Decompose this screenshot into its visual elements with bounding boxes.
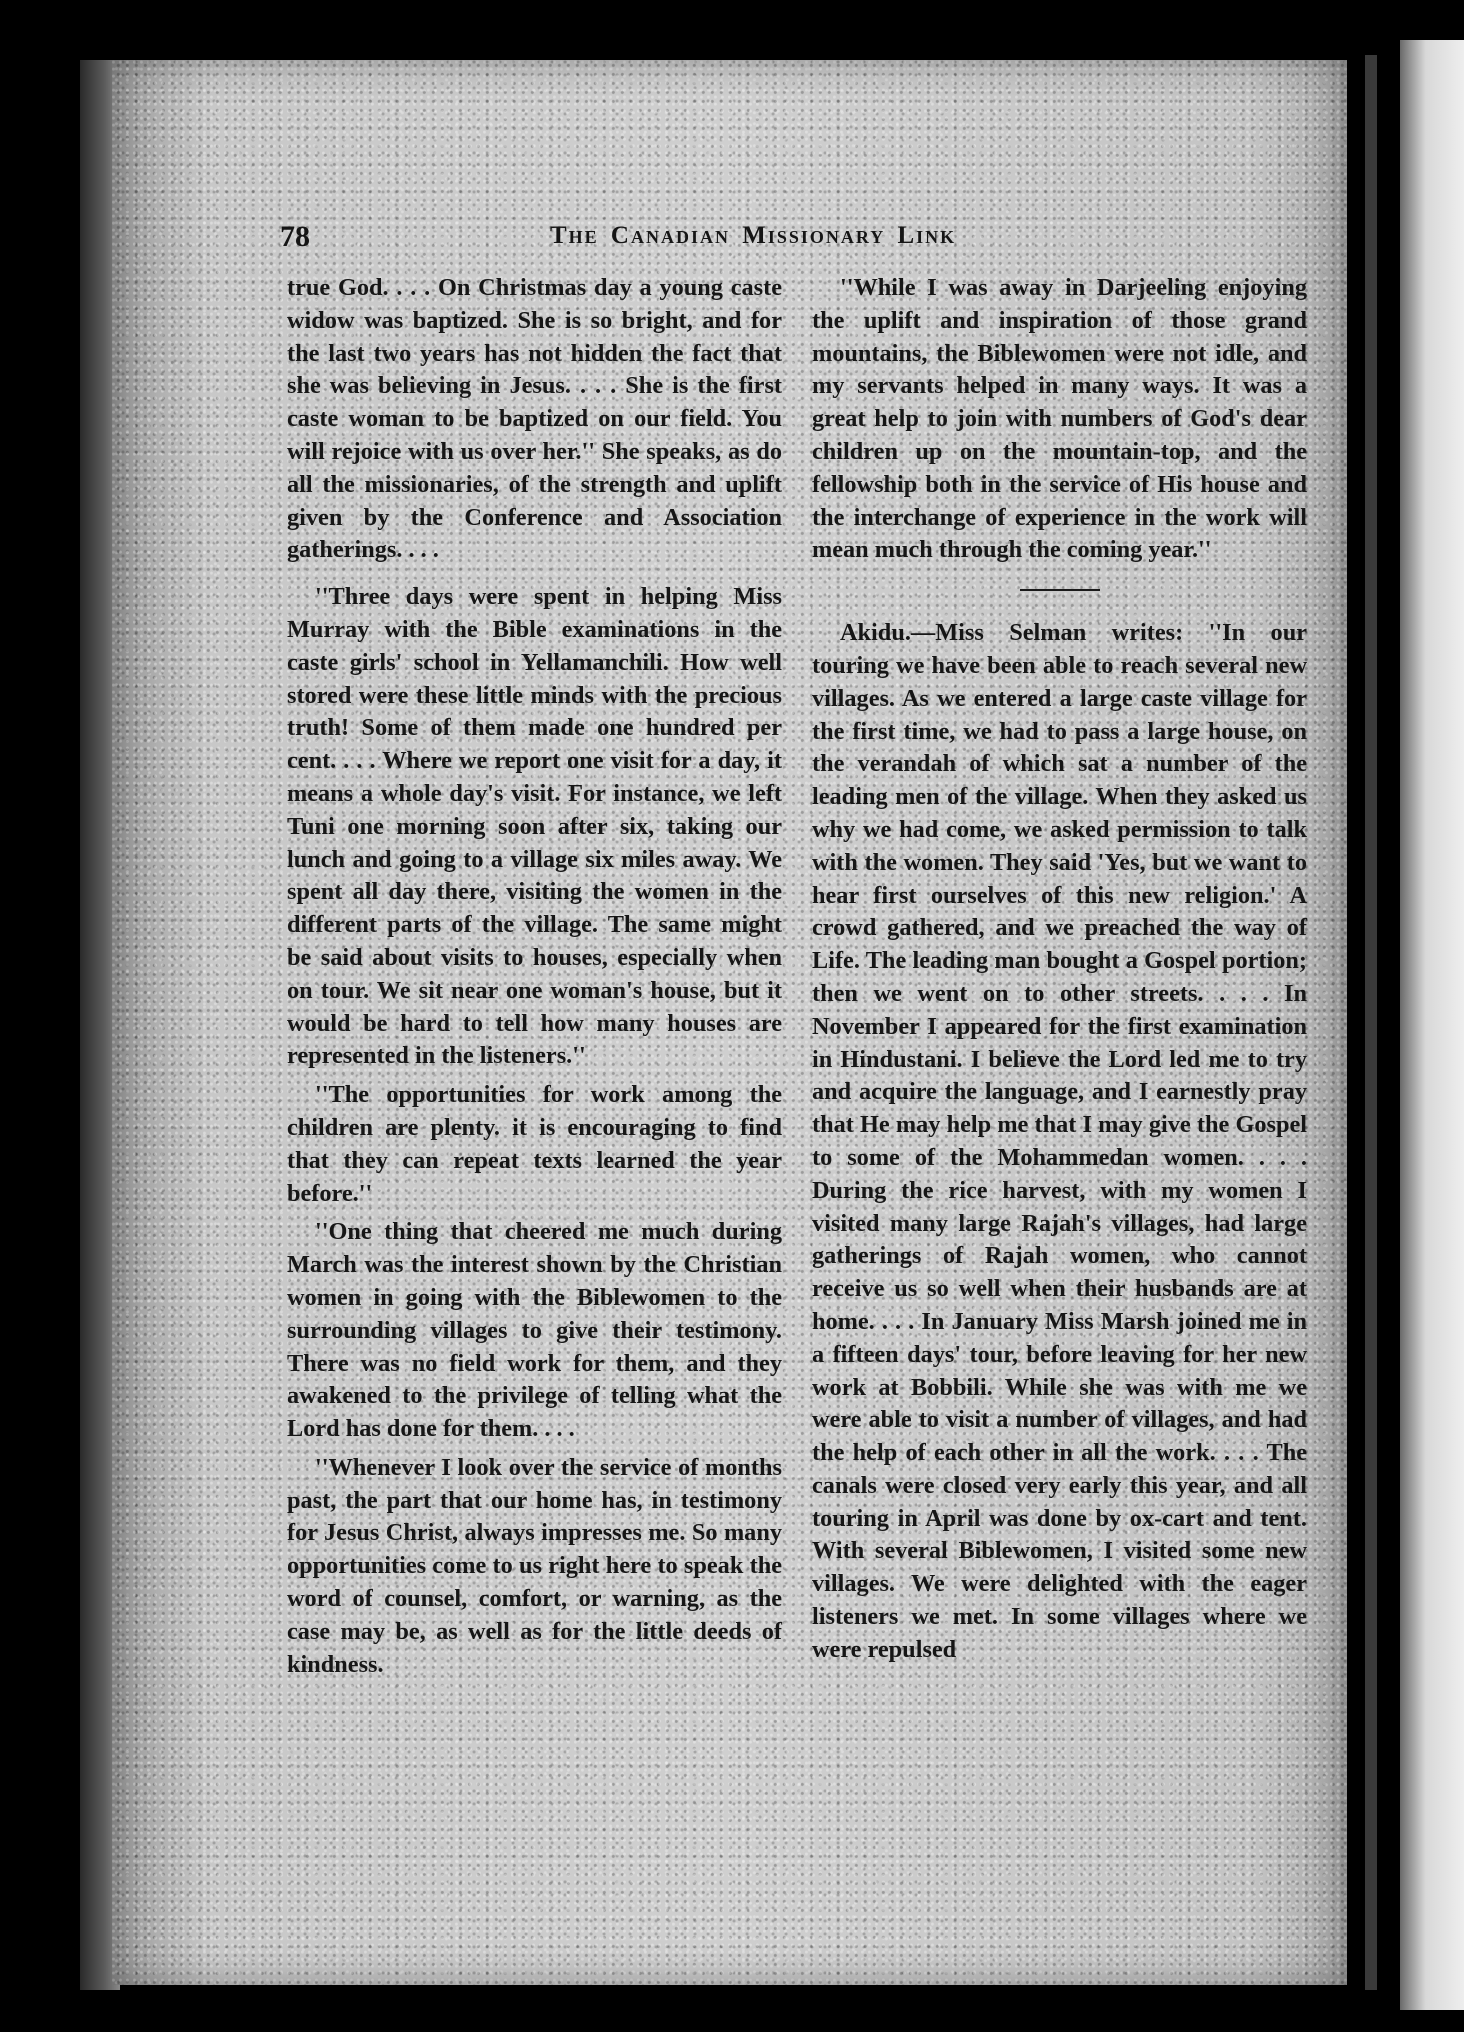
paragraph: ''Three days were spent in helping Miss Murray with the Bible examinations in the caste girls' school in Yellamanchili. How well stored were these little minds with the precious truth! Some of them made one hundred per cent. . . . Where we report one visit for a day, it means a whole day's visit. For instance, we left Tuni one morning soon after six, taking our lunch and going to a village six miles away. We spent all day there, visiting the women in the different parts of the village. The same might be said about visits to houses, especially when on tour. We sit near one woman's house, but it would be hard to tell how many houses are represented in the listeners.'': [287, 583, 782, 1070]
right-text-column: [812, 272, 1307, 1667]
page-number: 78: [280, 220, 310, 253]
paragraph: true God. . . . On Christmas day a young caste widow was baptized. She is so bright, and for the last two years has not hidden the fact that she was believing in Jesus. . . . She is the first caste woman to be baptized on our field. You will rejoice with us over her.'' She speaks, as do all the missionaries, of the strength and uplift given by the Conference and Association gatherings. . . .: [287, 274, 782, 564]
page-gutter-shadow: [1365, 55, 1377, 1990]
paragraph: ''While I was away in Darjeeling enjoying the uplift and inspiration of those grand mountains, the Biblewomen were not idle, and my servants helped in many ways. It was a great help to join with numbers of God's dear children up on the mountain-top, and the fellowship both in the service of His house and the interchange of experience in the work will mean much through the coming year.'': [812, 274, 1307, 564]
paragraph: Akidu.—Miss Selman writes: ''In our touring we have been able to reach several new villages. As we entered a large caste village for the first time, we had to pass a large house, on the verandah of which sat a number of the leading men of the village. When they asked us why we had come, we asked permission to talk with the women. They said 'Yes, but we want to hear first ourselves of this new religion.' A crowd gathered, and we preached the way of Life. The leading man bought a Gospel portion; then we went on to other streets. . . . In November I appeared for the first examination in Hindustani. I believe the Lord led me to try and acquire the language, and I earnestly pray that He may help me that I may give the Gospel to some of the Mohammedan women. . . . During the rice harvest, with my women I visited many large Rajah's villages, had large gatherings of Rajah women, who cannot receive us so well when their husbands are at home. . . . In January Miss Marsh joined me in a fifteen days' tour, before leaving for her new work at Bobbili. While she was with me we were able to visit a number of villages, and had the help of each other in all the work. . . . The canals were closed very early this year, and all touring in April was done by ox-cart and tent. With several Biblewomen, I visited some new villages. We were delighted with the eager listeners we met. In some villages where we were repulsed: [812, 619, 1307, 1663]
paragraph: ''One thing that cheered me much during March was the interest shown by the Christian women in going with the Biblewomen to the surrounding villages to give their testimony. There was no field work for them, and they awakened to the privilege of telling what the Lord has done for them. . . .: [287, 1218, 782, 1443]
running-title: The Canadian Missionary Link: [550, 222, 957, 249]
adjacent-page-edge: [1400, 40, 1464, 2010]
page-header: [280, 218, 1300, 258]
left-text-column: [287, 272, 782, 1681]
paragraph: ''The opportunities for work among the children are plenty. it is encouraging to find that they can repeat texts learned the year before.'': [287, 1081, 782, 1207]
section-divider: [1020, 589, 1100, 591]
paragraph: ''Whenever I look over the service of months past, the part that our home has, in testimony for Jesus Christ, always impresses me. So many opportunities come to us right here to speak the word of counsel, comfort, or warning, as the case may be, as well as for the little deeds of kindness.: [287, 1453, 782, 1678]
